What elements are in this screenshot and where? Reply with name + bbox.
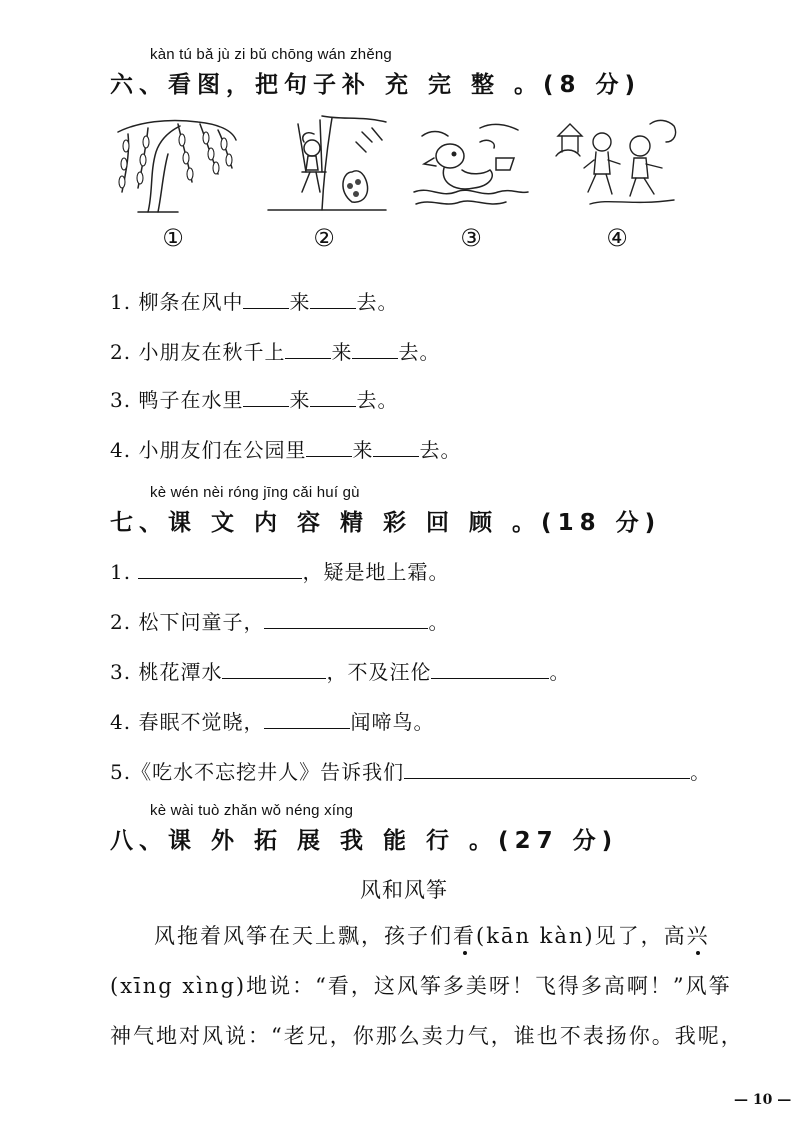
- blank[interactable]: [264, 610, 428, 629]
- blank[interactable]: [352, 340, 398, 359]
- willow-tree-icon: [108, 112, 238, 216]
- blank[interactable]: [431, 660, 549, 679]
- section8-pinyin: kè wài tuò zhǎn wǒ néng xíng: [150, 802, 354, 819]
- blank[interactable]: [222, 660, 326, 679]
- section7-title: 七、课 文 内 容 精 彩 回 顾 。(18 分): [110, 510, 662, 536]
- picture-2-label: ②: [313, 224, 335, 252]
- page-number: — 10 —: [734, 1092, 792, 1108]
- blank[interactable]: [285, 340, 331, 359]
- blank[interactable]: [243, 388, 289, 407]
- section6-item-3: 3. 鸭子在水里 来 去。: [110, 388, 399, 412]
- section7-pinyin: kè wén nèi róng jīng cǎi huí gù: [150, 484, 360, 501]
- section7-item-2: 2. 松下问童子， 。: [110, 610, 450, 634]
- children-running-in-park-icon: [550, 112, 680, 212]
- section6-item-1: 1. 柳条在风中 来 去。: [110, 290, 399, 314]
- story-line-2: (xīng xìng)地说：“看，这风筝多美呀！飞得多高啊！”风筝: [110, 974, 732, 998]
- picture-4-label: ④: [606, 224, 628, 252]
- section7-item-3: 3. 桃花潭水 ，不及汪伦 。: [110, 660, 571, 684]
- section6-pinyin: kàn tú bǎ jù zi bǔ chōng wán zhěng: [150, 46, 392, 63]
- blank[interactable]: [306, 438, 352, 457]
- picture-1-label: ①: [162, 224, 184, 252]
- section7-item-5: 5.《吃水不忘挖井人》告诉我们 。: [110, 760, 712, 784]
- picture-3-label: ③: [460, 224, 482, 252]
- section8-title: 八、课 外 拓 展 我 能 行 。(27 分): [110, 828, 619, 854]
- section6-item-2: 2. 小朋友在秋千上 来 去。: [110, 340, 441, 364]
- story-line-1: 风拖着风筝在天上飘，孩子们看(kān kàn)见了，高兴: [154, 924, 710, 948]
- blank[interactable]: [264, 710, 350, 729]
- section6-item-4: 4. 小朋友们在公园里 来 去。: [110, 438, 462, 462]
- child-on-swing-icon: [262, 112, 392, 216]
- duck-swimming-icon: [410, 118, 530, 212]
- section7-item-4: 4. 春眠不觉晓， 闻啼鸟。: [110, 710, 435, 734]
- blank[interactable]: [373, 438, 419, 457]
- blank[interactable]: [310, 388, 356, 407]
- blank[interactable]: [404, 760, 690, 779]
- blank[interactable]: [310, 290, 356, 309]
- story-title: 风和风筝: [360, 878, 448, 902]
- story-line-3: 神气地对风说：“老兄，你那么卖力气，谁也不表扬你。我呢，: [110, 1024, 744, 1048]
- blank[interactable]: [243, 290, 289, 309]
- section6-title: 六、看图，把句子补 充 完 整 。(8 分): [110, 72, 642, 98]
- blank[interactable]: [138, 560, 302, 579]
- section7-item-1: 1. ，疑是地上霜。: [110, 560, 450, 584]
